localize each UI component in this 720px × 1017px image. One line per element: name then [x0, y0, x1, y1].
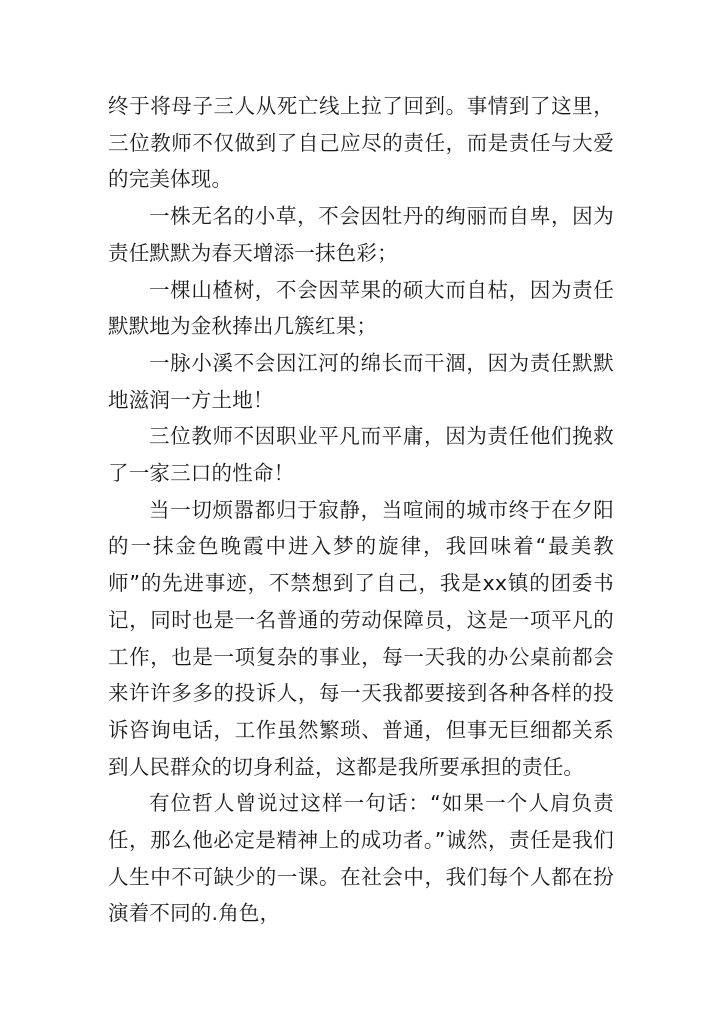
paragraph-4: 一脉小溪不会因江河的绵长而干涸，因为责任默默地滋润一方土地！: [108, 350, 614, 412]
document-page: [108, 88, 614, 932]
paragraph-2: 一株无名的小草，不会因牡丹的绚丽而自卑，因为责任默默为春天增添一抹色彩；: [108, 204, 614, 265]
paragraph-7: 有位哲人曾说过这样一句话：“如果一个人肩负责任，那么他必定是精神上的成功者。”诚然，责任是我们人生中不可缺少的一课。在社会中，我们每个人都在扮演着不同的.角色，: [108, 791, 614, 926]
paragraph-5: 三位教师不因职业平凡而平庸，因为责任他们挽救了一家三口的性命！: [108, 424, 614, 486]
paragraph-1: 终于将母子三人从死亡线上拉了回到。事情到了这里，三位教师不仅做到了自己应尽的责任，而是责任与大爱的完美体现。: [108, 94, 614, 192]
paragraph-3: 一棵山楂树，不会因苹果的硕大而自枯，因为责任默默地为金秋捧出几簇红果；: [108, 277, 614, 339]
paragraph-6: 当一切烦嚣都归于寂静，当喧闹的城市终于在夕阳的一抹金色晚霞中进入梦的旋律，我回味着“最美教师”的先进事迹，不禁想到了自己，我是xx镇的团委书记，同时也是一名普通的劳动保障员，这是一项平凡的工作，也是一项复杂的事业，每一天我的办公桌前都会来许许多多的投诉人，每一天我都要接到各种各样的投诉咨询电话，工作虽然繁琐、普通，但事无巨细都关系到人民群众的切身利益，这都是我所要承担的责任。: [108, 497, 614, 779]
